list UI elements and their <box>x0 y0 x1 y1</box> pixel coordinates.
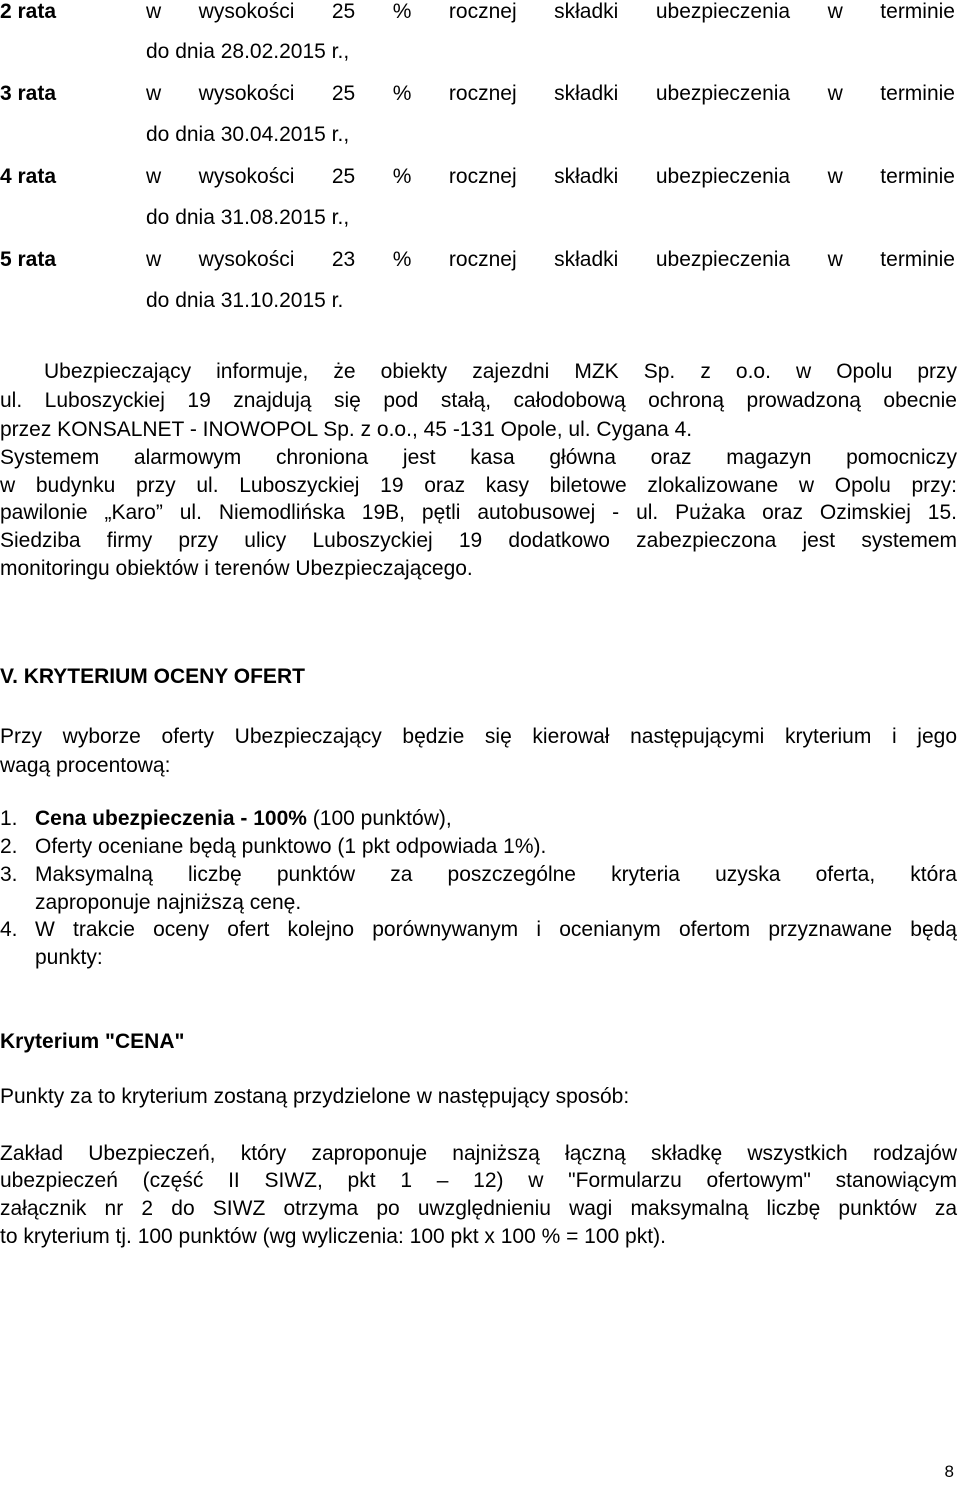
installment-text: w wysokości 25 % rocznej składki ubezpieczenia w terminie <box>146 165 955 188</box>
installment-label: 3 rata <box>0 82 57 105</box>
installment-date: do dnia 28.02.2015 r., <box>146 40 350 63</box>
list-item: Oferty oceniane będą punktowo (1 pkt odpowiada 1%). <box>35 835 547 858</box>
installment-date: do dnia 31.10.2015 r. <box>146 289 344 312</box>
paragraph-line: monitoringu obiektów i terenów Ubezpieczającego. <box>0 557 473 580</box>
paragraph-line: ul. Luboszyckiej 19 znajdują się pod stałą, całodobową ochroną prowadzoną obecnie <box>0 389 957 412</box>
paragraph-line: Siedziba firmy przy ulicy Luboszyckiej 19 dodatkowo zabezpieczona jest systemem <box>0 529 957 552</box>
installment-label: 4 rata <box>0 165 57 188</box>
installment-date: do dnia 30.04.2015 r., <box>146 123 350 146</box>
installment-text: w wysokości 23 % rocznej składki ubezpieczenia w terminie <box>146 248 955 271</box>
installment-text: w wysokości 25 % rocznej składki ubezpieczenia w terminie <box>146 82 955 105</box>
page-number: 8 <box>944 1462 954 1481</box>
list-item-continued: zaproponuje najniższą cenę. <box>35 891 302 914</box>
section-intro-line: wagą procentową: <box>0 754 171 777</box>
paragraph-line: załącznik nr 2 do SIWZ otrzyma po uwzględnieniu wagi maksymalną liczbę punktów za <box>0 1197 957 1220</box>
installment-label: 2 rata <box>0 0 57 23</box>
installment-date: do dnia 31.08.2015 r., <box>146 206 350 229</box>
paragraph-line: ubezpieczeń (część II SIWZ, pkt 1 – 12) w "Formularzu ofertowym" stanowiącym <box>0 1169 957 1192</box>
paragraph-line: pawilonie „Karo” ul. Niemodlińska 19B, pętli autobusowej - ul. Pużaka oraz Ozimskiej 15. <box>0 501 957 524</box>
paragraph-line: przez KONSALNET - INOWOPOL Sp. z o.o., 45 -131 Opole, ul. Cygana 4. <box>0 418 693 441</box>
installment-text: w wysokości 25 % rocznej składki ubezpieczenia w terminie <box>146 0 955 23</box>
list-number: 3. <box>0 863 18 886</box>
list-number: 1. <box>0 807 18 830</box>
list-number: 4. <box>0 918 18 941</box>
section-heading: V. KRYTERIUM OCENY OFERT <box>0 665 305 688</box>
paragraph-line: to kryterium tj. 100 punktów (wg wyliczenia: 100 pkt x 100 % = 100 pkt). <box>0 1225 666 1248</box>
list-item: Cena ubezpieczenia - 100% (100 punktów), <box>35 807 452 830</box>
list-item-continued: punkty: <box>35 946 103 969</box>
paragraph-line: Systemem alarmowym chroniona jest kasa główna oraz magazyn pomocniczy <box>0 446 957 469</box>
list-number: 2. <box>0 835 18 858</box>
paragraph-line: w budynku przy ul. Luboszyckiej 19 oraz kasy biletowe zlokalizowane w Opolu przy: <box>0 474 957 497</box>
paragraph-line: Ubezpieczający informuje, że obiekty zajezdni MZK Sp. z o.o. w Opolu przy <box>44 360 957 383</box>
list-item: Maksymalną liczbę punktów za poszczególne kryteria uzyska oferta, która <box>35 863 957 886</box>
section-intro-line: Przy wyborze oferty Ubezpieczający będzie się kierował następującymi kryterium i jego <box>0 725 957 748</box>
criterion-intro: Punkty za to kryterium zostaną przydzielone w następujący sposób: <box>0 1085 630 1108</box>
criterion-heading: Kryterium "CENA" <box>0 1030 185 1053</box>
paragraph-line: Zakład Ubezpieczeń, który zaproponuje najniższą łączną składkę wszystkich rodzajów <box>0 1142 957 1165</box>
list-item: W trakcie oceny ofert kolejno porównywanym i ocenianym ofertom przyznawane będą <box>35 918 957 941</box>
installment-label: 5 rata <box>0 248 57 271</box>
